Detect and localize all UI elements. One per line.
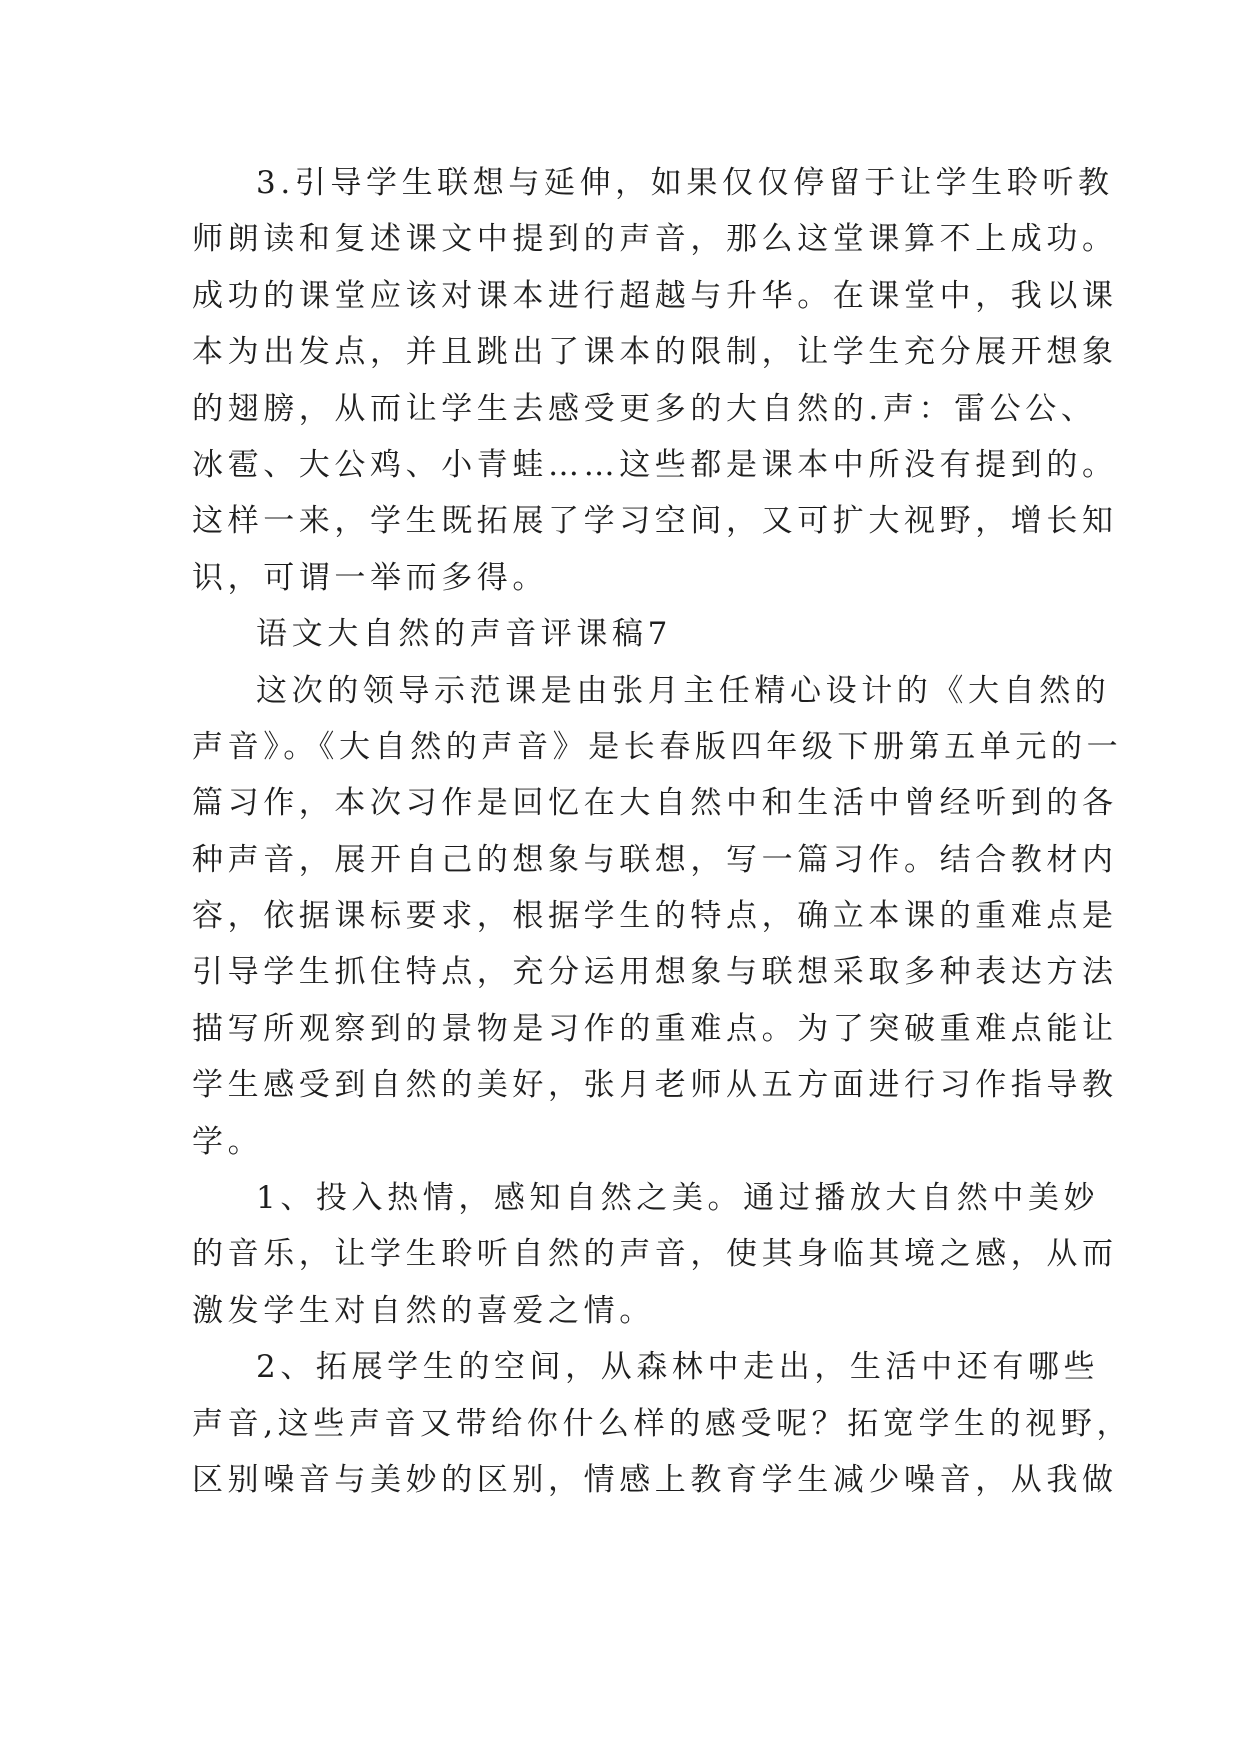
text-line: 引导学生抓住特点，充分运用想象与联想采取多种表达方法 <box>192 954 1118 991</box>
text-line: 这次的领导示范课是由张月主任精心设计的《大自然的 <box>256 672 1111 709</box>
text-line: 的音乐，让学生聆听自然的声音，使其身临其境之感，从而 <box>192 1236 1118 1273</box>
text-line: 种声音，展开自己的想象与联想，写一篇习作。结合教材内 <box>192 841 1118 878</box>
text-line: 描写所观察到的景物是习作的重难点。为了突破重难点能让 <box>192 1010 1118 1047</box>
text-line: 篇习作，本次习作是回忆在大自然中和生活中曾经听到的各 <box>192 785 1118 822</box>
text-line: 本为出发点，并且跳出了课本的限制，让学生充分展开想象 <box>192 334 1118 371</box>
text-line: 成功的课堂应该对课本进行超越与升华。在课堂中，我以课 <box>192 277 1118 314</box>
text-line: 学。 <box>192 1123 264 1160</box>
text-line: 容，依据课标要求，根据学生的特点，确立本课的重难点是 <box>192 898 1118 935</box>
text-line: 2、拓展学生的空间，从森林中走出，生活中还有哪些 <box>256 1349 1100 1386</box>
text-line: 学生感受到自然的美好，张月老师从五方面进行习作指导教 <box>192 1067 1118 1104</box>
text-line: 的翅膀，从而让学生去感受更多的大自然的.声：雷公公、 <box>192 390 1097 427</box>
text-line: 识，可谓一举而多得。 <box>192 559 548 596</box>
text-line: 激发学生对自然的喜爱之情。 <box>192 1292 655 1329</box>
text-line: 这样一来，学生既拓展了学习空间，又可扩大视野，增长知 <box>192 503 1118 540</box>
text-line: 冰雹、大公鸡、小青蛙……这些都是课本中所没有提到的。 <box>192 446 1118 483</box>
text-line: 声音》。《大自然的声音》是长春版四年级下册第五单元的一 <box>192 728 1123 765</box>
text-line: 1、投入热情，感知自然之美。通过播放大自然中美妙 <box>256 1180 1100 1217</box>
text-line: 声音,这些声音又带给你什么样的感受呢？拓宽学生的视野， <box>192 1405 1133 1442</box>
body-text <box>192 155 1133 1508</box>
text-line: 区别噪音与美妙的区别，情感上教育学生减少噪音，从我做 <box>192 1461 1118 1498</box>
text-line: 3.引导学生联想与延伸，如果仅仅停留于让学生聆听教 <box>256 165 1114 201</box>
text-line: 师朗读和复述课文中提到的声音，那么这堂课算不上成功。 <box>192 221 1118 258</box>
section-heading: 语文大自然的声音评课稿7 <box>256 616 672 653</box>
